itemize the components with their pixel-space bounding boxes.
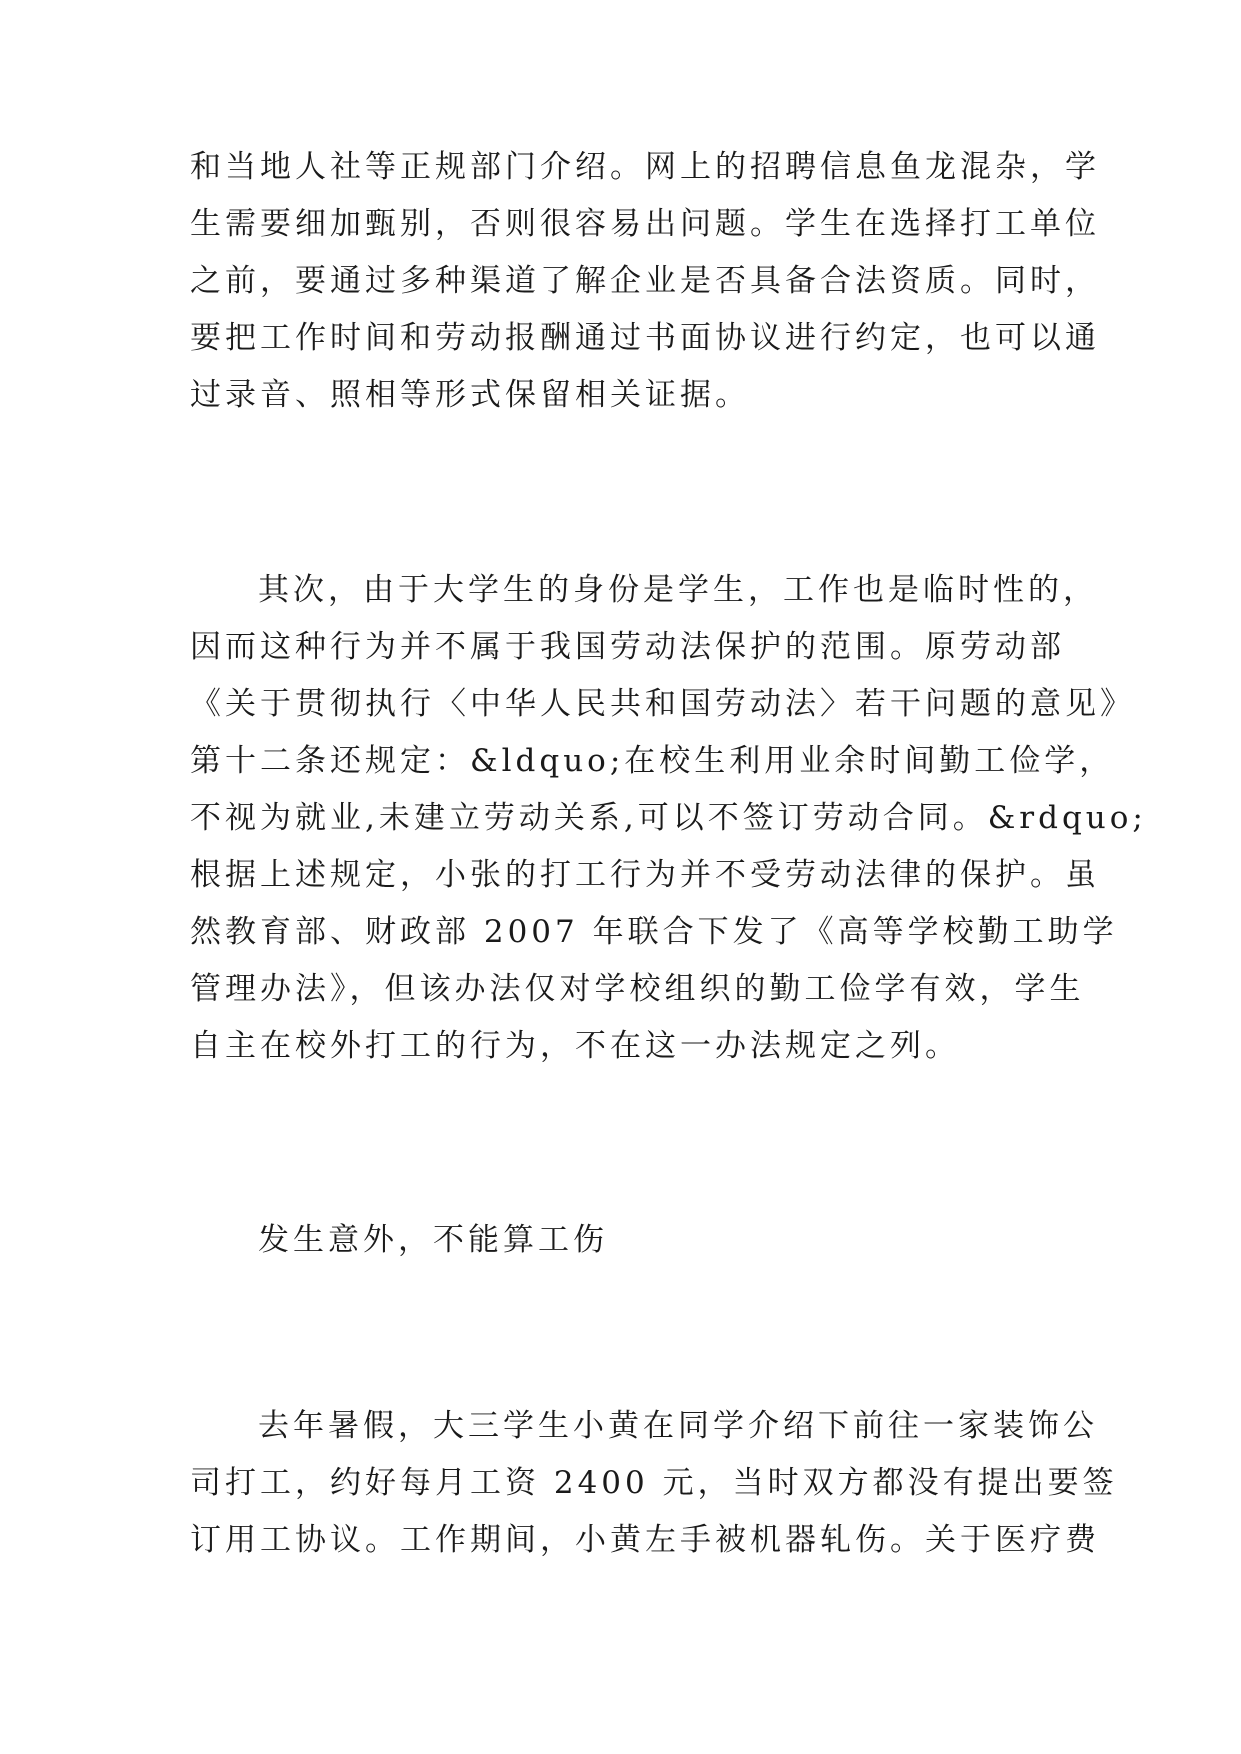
text-line: 之前，要通过多种渠道了解企业是否具备合法资质。同时， [190,263,1100,299]
text-line: 订用工协议。工作期间，小黄左手被机器轧伤。关于医疗费 [190,1522,1100,1558]
text-line: 要把工作时间和劳动报酬通过书面协议进行约定，也可以通 [190,320,1100,356]
text-line: 过录音、照相等形式保留相关证据。 [190,377,750,413]
text-line: 然教育部、财政部 2007 年联合下发了《高等学校勤工助学 [190,914,1118,950]
text-line: 司打工，约好每月工资 2400 元，当时双方都没有提出要签 [190,1465,1118,1501]
text-line: 自主在校外打工的行为，不在这一办法规定之列。 [190,1028,960,1064]
section-heading: 发生意外，不能算工伤 [258,1222,608,1258]
text-line: 和当地人社等正规部门介绍。网上的招聘信息鱼龙混杂，学 [190,149,1100,185]
text-line: 不视为就业,未建立劳动关系,可以不签订劳动合同。&rdquo; [190,800,1147,836]
text-line: 根据上述规定，小张的打工行为并不受劳动法律的保护。虽 [190,857,1100,893]
text-line: 去年暑假，大三学生小黄在同学介绍下前往一家装饰公 [258,1408,1098,1444]
text-line: 其次，由于大学生的身份是学生，工作也是临时性的， [258,572,1098,608]
text-line: 因而这种行为并不属于我国劳动法保护的范围。原劳动部 [190,629,1065,665]
text-line: 生需要细加甄别，否则很容易出问题。学生在选择打工单位 [190,206,1100,242]
text-line: 《关于贯彻执行〈中华人民共和国劳动法〉若干问题的意见》 [190,686,1135,722]
text-line: 管理办法》，但该办法仅对学校组织的勤工俭学有效，学生 [190,971,1085,1007]
text-line: 第十二条还规定：&ldquo;在校生利用业余时间勤工俭学， [190,743,1115,779]
